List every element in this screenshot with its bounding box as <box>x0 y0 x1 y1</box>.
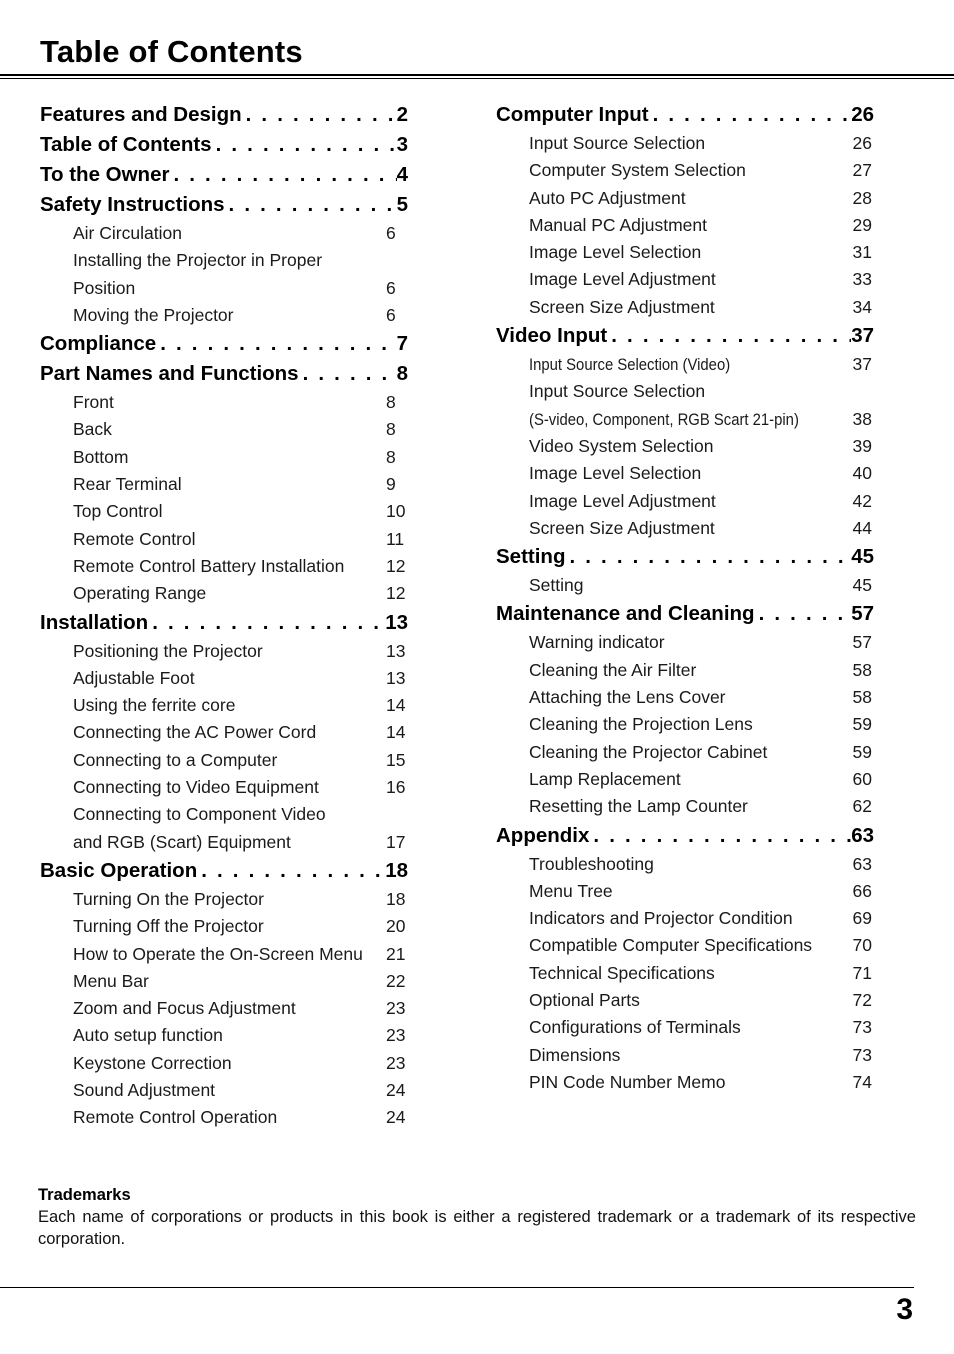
toc-entry <box>40 580 408 607</box>
toc-section <box>496 100 874 130</box>
toc-entry-title: Cleaning the Air Filter <box>529 659 697 680</box>
toc-entry-title: Remote Control Operation <box>73 1107 278 1128</box>
toc-section-title: Safety Instructions <box>40 193 225 216</box>
toc-entry <box>40 829 408 856</box>
toc-entry-title: and RGB (Scart) Equipment <box>73 831 291 852</box>
toc-entry <box>40 747 408 774</box>
toc-entry-page: 15 <box>386 749 406 770</box>
toc-leader-dots <box>299 359 397 389</box>
toc-entry-page: 34 <box>852 296 872 317</box>
toc-entry-title: Auto PC Adjustment <box>529 187 686 208</box>
trademarks-heading: Trademarks <box>38 1186 131 1204</box>
toc-entry-page: 62 <box>852 796 872 817</box>
toc-entry-page: 59 <box>852 714 872 735</box>
toc-entry-title: Turning On the Projector <box>73 888 264 909</box>
toc-entry-page: 26 <box>852 133 872 153</box>
toc-entry-page: 39 <box>852 435 872 456</box>
toc-entry-title: Image Level Selection <box>529 463 702 484</box>
toc-section-page: 63 <box>851 823 874 847</box>
toc-leader-dots <box>565 542 851 572</box>
toc-entry <box>40 692 408 719</box>
toc-entry-title: Dimensions <box>529 1044 621 1065</box>
toc-left-column <box>40 100 408 1132</box>
toc-entry-title: Image Level Adjustment <box>529 490 716 511</box>
toc-right-column <box>496 100 874 1096</box>
toc-entry <box>40 1104 408 1131</box>
toc-entry-page: 69 <box>852 908 872 929</box>
toc-entry-title: Air Circulation <box>73 223 182 243</box>
toc-section-page: 5 <box>396 193 408 216</box>
toc-entry-title: Optional Parts <box>529 990 640 1011</box>
toc-entry-title: Back <box>73 419 112 440</box>
toc-leader-dots <box>242 100 397 130</box>
toc-entry-page: 22 <box>386 970 406 991</box>
toc-entry-title: Input Source Selection (Video) <box>529 356 731 375</box>
toc-entry-title: Moving the Projector <box>73 304 234 325</box>
toc-entry-title: Operating Range <box>73 583 207 604</box>
toc-entry-title: Connecting to Component Video <box>73 804 326 825</box>
toc-section <box>40 160 408 190</box>
toc-entry-page: 9 <box>386 474 396 495</box>
toc-entry-page: 28 <box>852 187 872 208</box>
toc-entry <box>40 1022 408 1049</box>
toc-section <box>496 542 874 572</box>
toc-leader-dots <box>225 190 397 220</box>
toc-entry-title: Adjustable Foot <box>73 667 195 688</box>
toc-entry-title: Lamp Replacement <box>529 768 681 789</box>
toc-entry-page: 73 <box>852 1044 872 1065</box>
toc-section-page: 2 <box>396 103 408 126</box>
toc-entry <box>496 987 874 1014</box>
toc-entry <box>496 266 874 293</box>
toc-entry <box>496 406 874 433</box>
toc-section-page: 57 <box>851 602 874 626</box>
toc-section-page: 8 <box>396 362 408 386</box>
toc-entry-page: 66 <box>852 880 872 901</box>
toc-entry-title: Attaching the Lens Cover <box>529 687 726 708</box>
toc-entry <box>40 995 408 1022</box>
toc-entry-page: 24 <box>386 1107 406 1128</box>
toc-entry-page: 6 <box>386 304 396 325</box>
toc-section-page: 37 <box>851 324 874 348</box>
toc-section-title: Part Names and Functions <box>40 362 299 386</box>
toc-entry-page: 18 <box>386 888 406 909</box>
page-number: 3 <box>896 1293 913 1326</box>
toc-entry-page: 21 <box>386 943 406 964</box>
toc-entry <box>40 389 408 416</box>
title-rule <box>0 74 954 76</box>
toc-entry-title: Remote Control Battery Installation <box>73 555 345 576</box>
toc-section <box>40 608 408 638</box>
toc-entry <box>496 629 874 656</box>
toc-entry-page: 73 <box>852 1017 872 1038</box>
toc-entry <box>40 913 408 940</box>
toc-section <box>496 599 874 629</box>
toc-entry <box>496 460 874 487</box>
toc-entry <box>40 275 408 302</box>
toc-section-title: Basic Operation <box>40 858 198 882</box>
toc-entry-page: 70 <box>852 935 872 956</box>
toc-entry-page: 33 <box>852 269 872 290</box>
toc-entry-page: 45 <box>852 575 872 596</box>
toc-entry <box>40 471 408 498</box>
toc-entry-page: 6 <box>386 277 396 298</box>
toc-section <box>40 100 408 130</box>
toc-entry <box>496 212 874 239</box>
toc-entry-title: Remote Control <box>73 528 196 549</box>
toc-leader-dots <box>169 160 396 190</box>
toc-entry <box>40 968 408 995</box>
toc-entry-page: 58 <box>852 687 872 708</box>
toc-entry-title: Setting <box>529 575 584 596</box>
toc-section-title: Appendix <box>496 823 590 847</box>
toc-entry <box>496 1014 874 1041</box>
toc-entry <box>40 302 408 329</box>
toc-entry <box>496 739 874 766</box>
toc-entry-title: Bottom <box>73 446 129 467</box>
toc-entry <box>496 515 874 542</box>
toc-entry-title: (S-video, Component, RGB Scart 21-pin) <box>529 410 799 429</box>
toc-entry-title: Rear Terminal <box>73 474 182 495</box>
toc-section-title: Setting <box>496 545 566 569</box>
toc-entry-title: Video System Selection <box>529 435 714 456</box>
toc-leader-dots <box>649 100 852 130</box>
toc-entry-page: 23 <box>386 1052 406 1073</box>
toc-entry <box>496 793 874 820</box>
toc-section-title: Features and Design <box>40 103 242 126</box>
toc-entry-title: Menu Bar <box>73 970 149 991</box>
toc-entry-page: 13 <box>386 667 406 688</box>
toc-section <box>40 130 408 160</box>
toc-entry-title: Sound Adjustment <box>73 1080 216 1101</box>
toc-section-page: 7 <box>396 332 408 356</box>
toc-entry-page: 63 <box>852 853 872 874</box>
toc-leader-dots <box>212 130 397 160</box>
toc-section <box>40 359 408 389</box>
toc-entry-title: Resetting the Lamp Counter <box>529 796 748 817</box>
toc-entry-title: Screen Size Adjustment <box>529 296 715 317</box>
toc-entry <box>496 1069 874 1096</box>
toc-section-page: 18 <box>385 858 408 882</box>
toc-entry <box>40 941 408 968</box>
toc-section <box>40 190 408 220</box>
toc-entry-title: Turning Off the Projector <box>73 916 264 937</box>
toc-entry-title: Configurations of Terminals <box>529 1017 741 1038</box>
toc-section-title: Video Input <box>496 324 608 348</box>
toc-entry-page: 40 <box>852 463 872 484</box>
toc-entry-title: Auto setup function <box>73 1025 223 1046</box>
toc-entry-page: 16 <box>386 777 406 798</box>
toc-entry-title: Using the ferrite core <box>73 695 236 716</box>
toc-entry <box>496 878 874 905</box>
toc-leader-dots <box>156 329 396 359</box>
toc-entry <box>496 657 874 684</box>
toc-entry <box>496 684 874 711</box>
toc-entry <box>40 526 408 553</box>
toc-section-title: Table of Contents <box>40 133 212 156</box>
toc-entry-page: 27 <box>852 160 872 181</box>
toc-section <box>40 329 408 359</box>
toc-leader-dots <box>197 856 385 886</box>
toc-entry-page: 14 <box>386 695 406 716</box>
toc-entry <box>496 572 874 599</box>
trademarks-text: Each name of corporations or products in this book is either a registered trademark or a trademark of its respective corporation. <box>38 1208 916 1248</box>
toc-entry-title: Technical Specifications <box>529 962 715 983</box>
toc-entry <box>40 1050 408 1077</box>
toc-entry <box>496 351 874 378</box>
toc-section <box>496 321 874 351</box>
toc-entry-title: PIN Code Number Memo <box>529 1071 726 1092</box>
toc-entry <box>496 378 874 405</box>
toc-entry-title: Cleaning the Projector Cabinet <box>529 741 768 762</box>
toc-entry <box>496 766 874 793</box>
toc-entry-title: Front <box>73 392 114 413</box>
toc-entry-title: Image Level Adjustment <box>529 269 716 290</box>
toc-entry <box>496 711 874 738</box>
toc-entry <box>40 774 408 801</box>
toc-entry-title: Menu Tree <box>529 880 613 901</box>
toc-entry-title: How to Operate the On-Screen Menu <box>73 943 363 964</box>
toc-entry-title: Compatible Computer Specifications <box>529 935 813 956</box>
footer-rule <box>0 1287 914 1288</box>
toc-entry <box>496 130 874 157</box>
toc-entry-page: 71 <box>852 962 872 983</box>
toc-entry-title: Cleaning the Projection Lens <box>529 714 753 735</box>
toc-entry-page: 44 <box>852 517 872 538</box>
toc-entry-page: 23 <box>386 1025 406 1046</box>
toc-entry-page: 72 <box>852 990 872 1011</box>
toc-entry <box>496 433 874 460</box>
toc-entry-page: 10 <box>386 501 406 522</box>
toc-entry-page: 13 <box>386 640 406 661</box>
toc-section-page: 4 <box>396 163 408 186</box>
toc-entry <box>40 416 408 443</box>
toc-entry-page: 17 <box>386 831 406 852</box>
toc-entry-title: Installing the Projector in Proper <box>73 250 323 271</box>
toc-entry <box>40 498 408 525</box>
toc-section-title: Compliance <box>40 332 157 356</box>
toc-entry <box>40 247 408 274</box>
toc-section <box>40 856 408 886</box>
toc-entry-page: 58 <box>852 659 872 680</box>
toc-entry-page: 38 <box>852 408 872 429</box>
toc-section-title: Installation <box>40 610 149 634</box>
toc-entry <box>496 294 874 321</box>
toc-entry-page: 29 <box>852 214 872 235</box>
toc-entry-page: 8 <box>386 419 396 440</box>
toc-entry <box>496 488 874 515</box>
toc-entry-title: Indicators and Projector Condition <box>529 908 793 929</box>
toc-entry <box>40 1077 408 1104</box>
toc-entry-title: Screen Size Adjustment <box>529 517 715 538</box>
toc-entry-title: Connecting to a Computer <box>73 749 278 770</box>
toc-entry-page: 59 <box>852 741 872 762</box>
toc-entry <box>40 886 408 913</box>
toc-entry-page: 23 <box>386 998 406 1019</box>
toc-entry <box>496 157 874 184</box>
page-title: Table of Contents <box>40 34 303 69</box>
toc-section-page: 45 <box>851 545 874 569</box>
toc-entry <box>496 905 874 932</box>
toc-leader-dots <box>148 608 385 638</box>
toc-section-title: To the Owner <box>40 163 170 186</box>
toc-entry-title: Connecting the AC Power Cord <box>73 722 317 743</box>
toc-entry-title: Computer System Selection <box>529 160 746 181</box>
toc-entry-title: Top Control <box>73 501 163 522</box>
toc-entry-title: Zoom and Focus Adjustment <box>73 998 296 1019</box>
toc-leader-dots <box>589 821 851 851</box>
toc-entry-title: Warning indicator <box>529 632 665 653</box>
toc-leader-dots <box>755 599 852 629</box>
toc-entry <box>40 719 408 746</box>
toc-entry <box>40 638 408 665</box>
toc-entry-page: 74 <box>852 1071 872 1092</box>
toc-entry <box>40 801 408 828</box>
toc-entry <box>496 960 874 987</box>
toc-entry-page: 31 <box>852 242 872 263</box>
toc-entry-title: Input Source Selection <box>529 381 706 402</box>
toc-entry-page: 60 <box>852 768 872 789</box>
toc-section-page: 26 <box>851 103 874 126</box>
toc-entry-page: 20 <box>386 916 406 937</box>
toc-entry-page: 12 <box>386 555 406 576</box>
toc-entry-title: Position <box>73 277 136 298</box>
toc-entry-page: 42 <box>852 490 872 511</box>
toc-entry-page: 37 <box>852 354 872 375</box>
toc-entry-page: 8 <box>386 392 396 413</box>
toc-entry <box>496 932 874 959</box>
toc-section-title: Maintenance and Cleaning <box>496 602 755 626</box>
title-rule-thin <box>0 78 954 79</box>
toc-entry <box>40 553 408 580</box>
toc-entry <box>496 185 874 212</box>
toc-section-page: 13 <box>385 610 408 634</box>
toc-entry-title: Connecting to Video Equipment <box>73 777 319 798</box>
toc-entry-page: 14 <box>386 722 406 743</box>
toc-entry-page: 24 <box>386 1080 406 1101</box>
toc-entry-page: 11 <box>386 528 405 549</box>
toc-entry-page: 12 <box>386 583 406 604</box>
toc-entry-title: Keystone Correction <box>73 1052 232 1073</box>
toc-entry <box>40 444 408 471</box>
toc-entry-page: 8 <box>386 446 396 467</box>
toc-entry-title: Troubleshooting <box>529 853 654 874</box>
toc-section <box>496 821 874 851</box>
toc-entry-title: Positioning the Projector <box>73 640 263 661</box>
toc-entry-title: Input Source Selection <box>529 133 706 153</box>
toc-leader-dots <box>607 321 851 351</box>
toc-section-page: 3 <box>396 133 408 156</box>
toc-entry <box>496 1042 874 1069</box>
toc-entry-title: Manual PC Adjustment <box>529 214 708 235</box>
toc-entry <box>496 239 874 266</box>
toc-section-title: Computer Input <box>496 103 649 126</box>
toc-entry-page: 57 <box>852 632 872 653</box>
toc-entry <box>496 851 874 878</box>
toc-entry <box>40 665 408 692</box>
toc-entry-title: Image Level Selection <box>529 242 702 263</box>
toc-entry <box>40 220 408 247</box>
toc-entry-page: 6 <box>386 223 396 243</box>
